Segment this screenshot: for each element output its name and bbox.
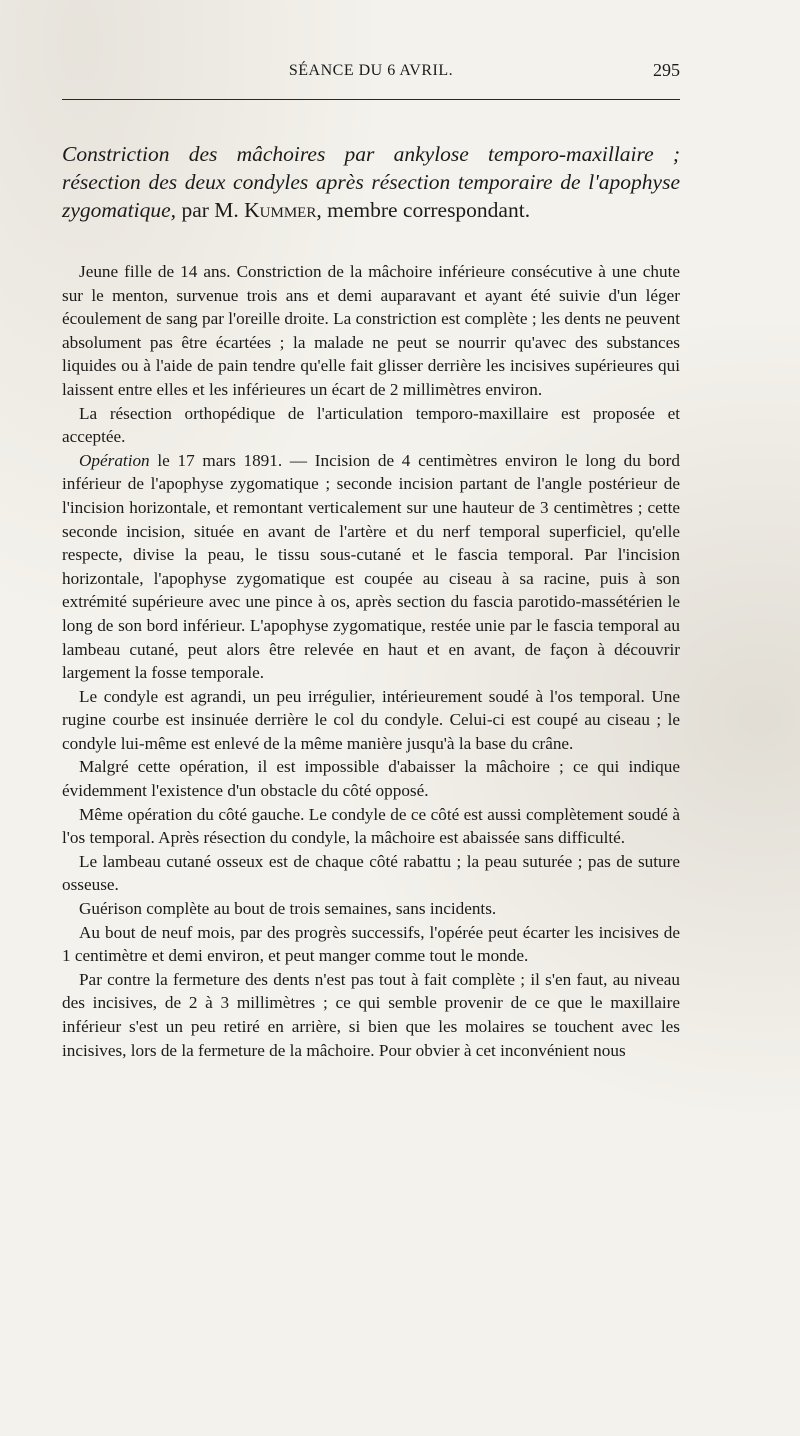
paragraph-8 xyxy=(62,897,680,921)
paragraph-10 xyxy=(62,968,680,1062)
article-body xyxy=(62,260,680,1062)
paragraph-6 xyxy=(62,803,680,850)
paragraph-text: Le lambeau cutané osseux est de chaque côté rabattu ; la peau suturée ; pas de suture osseuse. xyxy=(62,851,680,895)
paragraph-9 xyxy=(62,921,680,968)
author-name: Kummer xyxy=(244,198,317,222)
paragraph-text: Par contre la fermeture des dents n'est pas tout à fait complète ; il s'en faut, au niveau des incisives, de 2 à 3 millimètres ; ce qui semble provenir de ce que le maxillaire inférieur s'est un peu retiré en arrière, si bien que les molaires se touchent avec les incisives, lors de la fermeture de la mâchoire. Pour obvier à cet inconvénient nous xyxy=(62,969,680,1060)
paragraph-text: La résection orthopédique de l'articulation temporo-maxillaire est proposée et acceptée. xyxy=(62,403,680,447)
running-head xyxy=(62,62,680,88)
byline-prefix: par M. xyxy=(176,198,245,222)
paragraph-1 xyxy=(62,260,680,402)
running-title: SÉANCE DU 6 AVRIL. xyxy=(288,62,454,79)
paragraph-text: Même opération du côté gauche. Le condyle de ce côté est aussi complètement soudé à l'os temporal. Après résection du condyle, la mâchoire est abaissée sans difficulté. xyxy=(62,804,680,848)
byline-suffix: , membre correspondant. xyxy=(316,198,531,222)
paragraph-3 xyxy=(62,449,680,685)
paragraph-text: Malgré cette opération, il est impossible d'abaisser la mâchoire ; ce qui indique évidemment l'existence d'un obstacle du côté opposé. xyxy=(62,757,680,801)
paragraph-2 xyxy=(62,402,680,449)
paragraph-italic-lead: Opération xyxy=(79,450,150,470)
paragraph-text: Le condyle est agrandi, un peu irrégulier, intérieurement soudé à l'os temporal. Une rugine courbe est insinuée derrière le col du condyle. Celui-ci est coupé au ciseau ; le condyle lui-même est enlevé de la même manière jusqu'à la base du crâne. xyxy=(62,686,680,753)
paragraph-text: Guérison complète au bout de trois semaines, sans incidents. xyxy=(79,899,497,919)
page-number: 295 xyxy=(653,60,680,80)
article-title xyxy=(62,140,680,224)
paragraph-text: le 17 mars 1891. — Incision de 4 centimètres environ le long du bord inférieur de l'apophyse zygomatique ; seconde incision partant de l'angle postérieur de l'incision horizontale, et remontant verticalement sur une hauteur de 3 centimètres ; cette seconde incision, située en avant de l'artère et du nerf temporal superficiel, qu'elle respecte, divise la peau, le tissu sous-cutané et le fascia temporal. Par l'incision horizontale, l'apophyse zygomatique est coupée au ciseau à sa racine, puis à son extrémité supérieure avec une pince à os, après section du fascia parotido-massétérien le long de son bord inférieur. L'apophyse zygomatique, restée unie par le fascia temporal au lambeau cutané, peut alors être relevée en haut et en avant, de façon à découvrir largement la fosse temporale. xyxy=(62,450,680,683)
title-italic: Constriction des mâchoires par ankylose temporo-maxillaire ; résection des deux condyles après résection temporaire de l'apophyse zygomatique, xyxy=(62,142,680,222)
header-rule xyxy=(62,99,680,100)
paragraph-5 xyxy=(62,755,680,802)
paragraph-7 xyxy=(62,850,680,897)
paragraph-4 xyxy=(62,685,680,756)
paragraph-text: Jeune fille de 14 ans. Constriction de la mâchoire inférieure consécutive à une chute sur le menton, survenue trois ans et demi auparavant et ayant été suivie d'un léger écoulement de sang par l'oreille droite. La constriction est complète ; les dents ne peuvent absolument pas être écartées ; la malade ne peut se nourrir qu'avec des substances liquides ou à l'aide de pain tendre qu'elle fait glisser derrière les incisives supérieures qui laissent entre elles et les inférieures un écart de 2 millimètres environ. xyxy=(62,262,680,399)
paragraph-text: Au bout de neuf mois, par des progrès successifs, l'opérée peut écarter les incisives de 1 centimètre et demi environ, et peut manger comme tout le monde. xyxy=(62,922,680,966)
